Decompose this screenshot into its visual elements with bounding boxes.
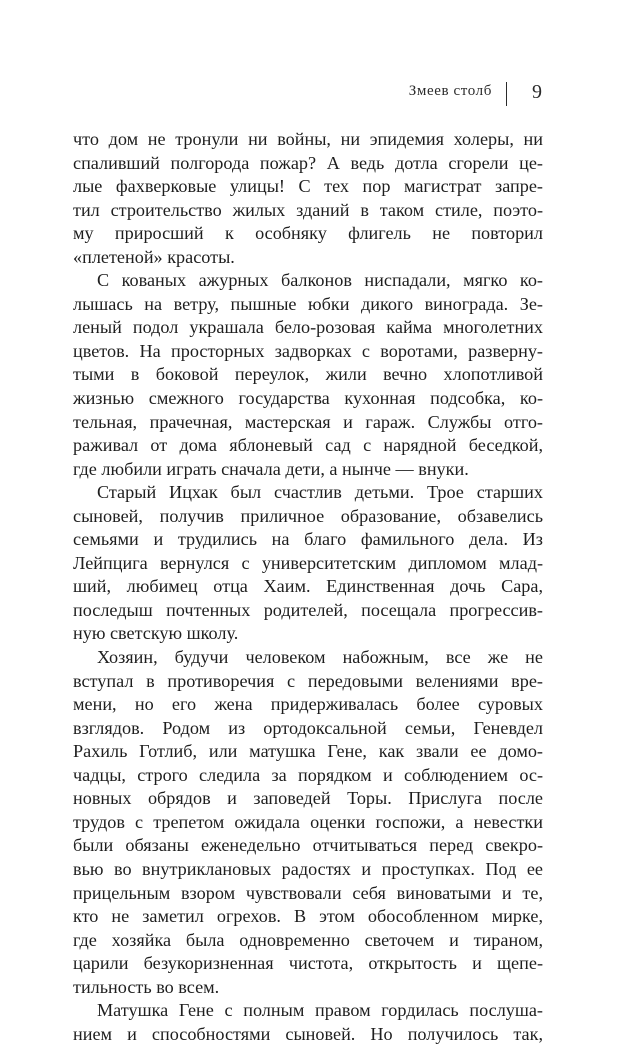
text-line: сыновей, получив приличное образование, обзавелись: [73, 505, 543, 526]
page-number: 9: [532, 81, 542, 103]
text-line: тельная, прачечная, мастерская и гараж. Службы отго-: [73, 411, 543, 432]
text-line: Старый Ицхак был счастлив детьми. Трое старших: [97, 482, 543, 503]
text-line: где хозяйка была одновременно светочем и тираном,: [73, 929, 543, 950]
text-line: С кованых ажурных балконов ниспадали, мягко ко-: [97, 270, 543, 291]
text-line: Лейпцига вернулся с университетским дипломом млад-: [73, 552, 543, 573]
text-line: нием и способностями сыновей. Но получилось так,: [73, 1023, 543, 1044]
text-line: цветов. На просторных задворках с воротами, разверну-: [73, 340, 543, 361]
text-line: тил строительство жилых зданий в таком стиле, поэто-: [73, 199, 543, 220]
text-line: чадцы, строго следила за порядком и соблюдением ос-: [73, 764, 543, 785]
text-line: кто не заметил огрехов. В этом обособленном мирке,: [73, 906, 543, 927]
text-line: спаливший полгорода пожар? А ведь дотла сгорели це-: [73, 152, 543, 173]
header-divider: [506, 82, 508, 106]
text-line: Рахиль Готлиб, или матушка Гене, как звали ее домо-: [73, 741, 543, 762]
text-line: леный подол украшала бело-розовая кайма многолетних: [73, 317, 543, 338]
text-line: Хозяин, будучи человеком набожным, все же не: [97, 647, 543, 668]
text-line: взглядов. Родом из ортодоксальной семьи, Геневдел: [73, 717, 543, 738]
text-line: были обязаны еженедельно отчитываться перед свекро-: [73, 835, 543, 856]
body-text: [73, 128, 543, 1046]
text-line: Матушка Гене с полным правом гордилась послуша-: [97, 1000, 543, 1021]
text-line: новных обрядов и заповедей Торы. Прислуга после: [73, 788, 543, 809]
text-line: лые фахверковые улицы! С тех пор магистрат запре-: [73, 176, 543, 197]
text-line: что дом не тронули ни войны, ни эпидемия холеры, ни: [73, 129, 543, 149]
text-line: ший, любимец отца Хаим. Единственная дочь Сара,: [73, 576, 543, 597]
text-line: семьями и трудились на благо фамильного дела. Из: [73, 529, 543, 550]
text-line: жизнью смежного государства кухонная подсобка, ко-: [73, 388, 543, 409]
text-line: вью во внутриклановых радостях и проступках. Под ее: [73, 858, 543, 879]
running-head: [0, 82, 542, 106]
text-line: тыми в боковой переулок, жили вечно хлопотливой: [73, 364, 543, 385]
text-line: царили безукоризненная чистота, открытость и щепе-: [73, 953, 543, 974]
running-title: Змеев столб: [408, 83, 492, 99]
text-line: «плетеной» красоты.: [73, 246, 235, 267]
text-line: раживал от дома яблоневый сад с нарядной беседкой,: [73, 435, 543, 456]
text-line: мени, но его жена придерживалась более суровых: [73, 694, 543, 715]
text-line: трудов с трепетом ожидала оценки госпожи, а невестки: [73, 811, 543, 832]
text-line: прицельным взором чувствовали себя виноватыми и те,: [73, 882, 543, 903]
text-line: где любили играть сначала дети, а нынче — внуки.: [73, 458, 469, 479]
text-line: последыш почтенных родителей, посещала прогрессив-: [73, 599, 543, 620]
text-line: тильность во всем.: [73, 976, 220, 997]
text-line: му приросший к особняку флигель не повторил: [73, 223, 543, 244]
text-line: лышась на ветру, пышные юбки дикого винограда. Зе-: [73, 293, 543, 314]
text-line: вступал в противоречия с передовыми велениями вре-: [73, 670, 543, 691]
text-line: ную светскую школу.: [73, 623, 239, 644]
